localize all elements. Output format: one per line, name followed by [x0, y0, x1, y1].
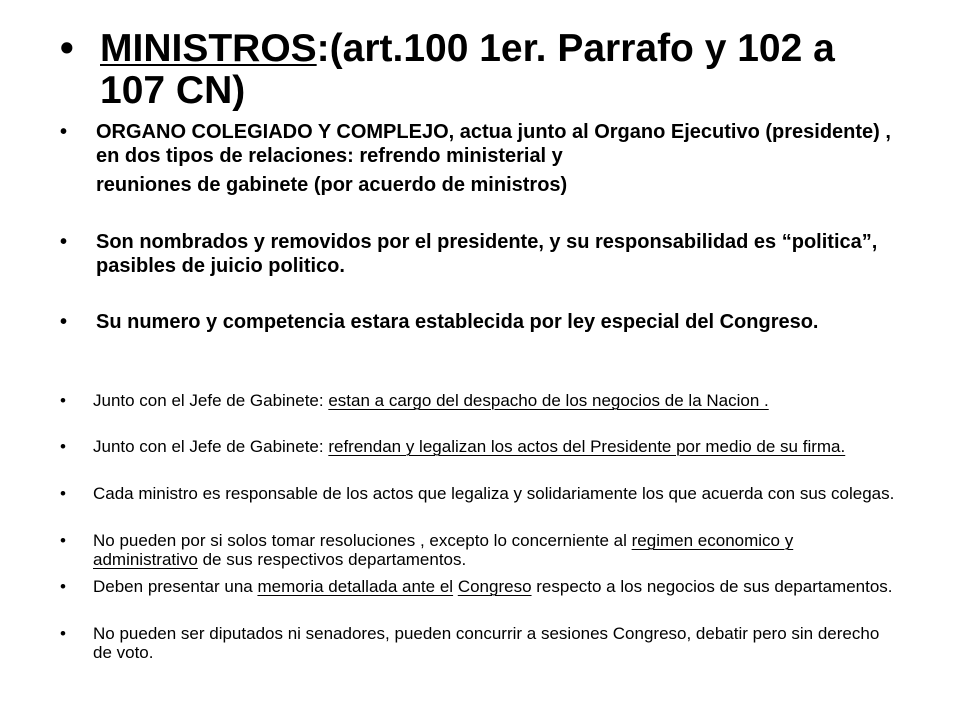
bullet: •: [60, 121, 68, 143]
bullet: •: [60, 577, 66, 596]
title-rest: :(art.100 1er. Parrafo y 102 a 107 CN): [100, 27, 835, 112]
point-text: Su numero y competencia estara establecida por ley especial del Congreso.: [96, 311, 819, 333]
detail-text: Junto con el Jefe de Gabinete:: [93, 391, 329, 410]
detail-underlined: refrendan y legalizan los actos del Presidente por medio de su firma.: [328, 437, 846, 456]
bullet: •: [60, 27, 74, 70]
point-text: Son nombrados y removidos por el presidente, y su responsabilidad es “politica”, pasibles de juicio politico.: [96, 231, 878, 277]
point-text: ORGANO COLEGIADO Y COMPLEJO, actua junto al Organo Ejecutivo (presidente) , en dos tipos de relaciones: refrendo ministerial y: [96, 121, 891, 167]
point-text-cont: reuniones de gabinete (por acuerdo de ministros): [96, 174, 568, 196]
bullet: •: [60, 531, 66, 550]
bullet: •: [60, 624, 66, 643]
detail-text: Deben presentar una: [93, 577, 258, 596]
detail-underlined: estan a cargo del despacho de los negocios de la Nacion .: [328, 391, 769, 410]
detail-text-end: de sus respectivos departamentos.: [197, 550, 467, 569]
bullet: •: [60, 484, 66, 503]
detail-underlined: regimen economico y administrativo: [93, 531, 794, 569]
detail-text: Cada ministro es responsable de los actos que legaliza y solidariamente los que acuerda con sus colegas.: [93, 484, 895, 503]
detail-text: No pueden ser diputados ni senadores, pueden concurrir a sesiones Congreso, debatir pero sin derecho de voto.: [93, 624, 880, 662]
detail-text-end: respecto a los negocios de sus departamentos.: [531, 577, 893, 596]
bullet: •: [60, 311, 68, 333]
bullet: •: [60, 391, 66, 410]
bullet: •: [60, 231, 68, 253]
detail-underlined-congreso: Congreso: [457, 577, 532, 596]
detail-text: Junto con el Jefe de Gabinete:: [93, 437, 329, 456]
title-underlined: MINISTROS: [100, 27, 317, 70]
detail-underlined: memoria detallada ante el: [257, 577, 454, 596]
bullet: •: [60, 437, 66, 456]
detail-text: No pueden por si solos tomar resoluciones , excepto lo concerniente al: [93, 531, 632, 550]
